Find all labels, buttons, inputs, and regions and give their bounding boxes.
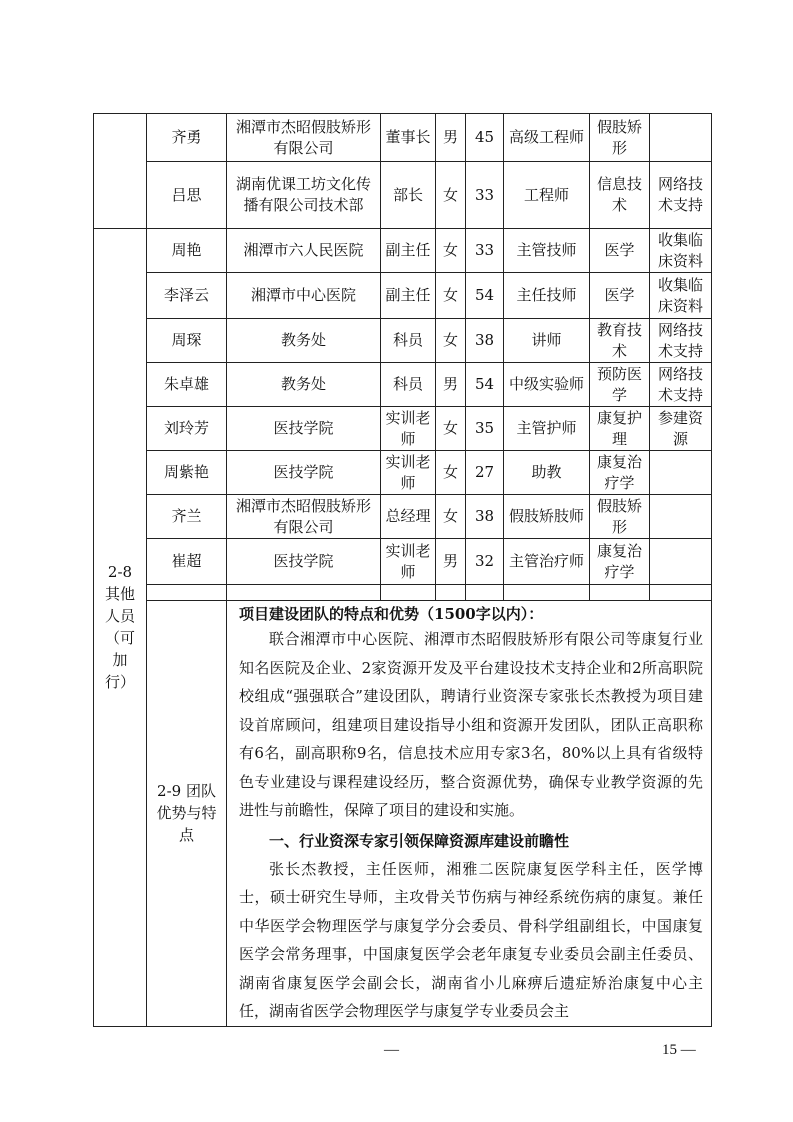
cell-unit: 医技学院: [227, 407, 381, 451]
cell-rank: 高级工程师: [504, 114, 590, 162]
cell-gender: 男: [436, 114, 466, 162]
cell-duty: [650, 539, 712, 585]
cell-gender: 女: [436, 451, 466, 495]
cell-age: 54: [466, 363, 504, 407]
table-row: [94, 407, 712, 451]
cell-unit: 医技学院: [227, 451, 381, 495]
cell-rank: 中级实验师: [504, 363, 590, 407]
cell-name: 周琛: [147, 319, 227, 363]
section-heading: 项目建设团队的特点和优势（1500字以内）：: [239, 605, 544, 623]
cell-specialty: 假肢矫形: [590, 114, 650, 162]
cell-specialty: 预防医学: [590, 363, 650, 407]
cell-rank: 假肢矫肢师: [504, 495, 590, 539]
cell-rank: 助教: [504, 451, 590, 495]
cell-specialty: 教育技术: [590, 319, 650, 363]
cell-age: 27: [466, 451, 504, 495]
table-row: [94, 162, 712, 229]
cell-unit: 湖南优课工坊文化传播有限公司技术部: [227, 162, 381, 229]
cell-title: 科员: [381, 363, 436, 407]
cell-name: 崔超: [147, 539, 227, 585]
cell-unit: 医技学院: [227, 539, 381, 585]
cell-gender: 男: [436, 539, 466, 585]
cell-duty: [650, 451, 712, 495]
cell-rank: 主任技师: [504, 273, 590, 319]
paragraph: 联合湘潭市中心医院、湘潭市杰昭假肢矫形有限公司等康复行业知名医院及企业、2家资源开发及平台建设技术支持企业和2所高职院校组成“强强联合”建设团队，聘请行业资深专家张长杰教授为项目建设首席顾问，组建项目建设指导小组和资源开发团队，团队正高职称有6名，副高职称9名，信息技术应用专家3名，80%以上具有省级特色专业建设与课程建设经历，整合资源优势，确保专业教学资源的先进性与前瞻性，保障了项目的建设和实施。: [239, 630, 703, 819]
cell-title: 总经理: [381, 495, 436, 539]
cell-rank: 工程师: [504, 162, 590, 229]
table-row: [94, 539, 712, 585]
table-row: [94, 363, 712, 407]
cell-gender: 女: [436, 162, 466, 229]
cell-gender: 女: [436, 495, 466, 539]
cell-rank: 主管技师: [504, 229, 590, 273]
cell-unit: 湘潭市杰昭假肢矫形有限公司: [227, 114, 381, 162]
cell-age: 32: [466, 539, 504, 585]
cell-unit: 教务处: [227, 363, 381, 407]
cell-title: 董事长: [381, 114, 436, 162]
cell-gender: 男: [436, 363, 466, 407]
table-row: [94, 114, 712, 162]
cell-duty: 收集临床资料: [650, 273, 712, 319]
cell-age: 33: [466, 162, 504, 229]
cell-title: 部长: [381, 162, 436, 229]
cell-duty: 网络技术支持: [650, 162, 712, 229]
cell-specialty: 医学: [590, 229, 650, 273]
cell-specialty: 医学: [590, 273, 650, 319]
cell-unit: 湘潭市中心医院: [227, 273, 381, 319]
cell-title: 副主任: [381, 229, 436, 273]
cell-age: 35: [466, 407, 504, 451]
paragraph: 张长杰教授，主任医师，湘雅二医院康复医学科主任，医学博士，硕士研究生导师，主攻骨关节伤病与神经系统伤病的康复。兼任中华医学会物理医学与康复学分会委员、骨科学组副组长，中国康复医学会常务理事，中国康复医学会老年康复专业委员会副主任委员、湖南省康复医学会副会长，湖南省小儿麻痹后遗症矫治康复中心主任，湖南省医学会物理医学与康复学专业委员会主: [239, 859, 703, 1020]
cell-gender: 女: [436, 229, 466, 273]
cell-age: 38: [466, 495, 504, 539]
cell-name: 李泽云: [147, 273, 227, 319]
section-cell-blank: [94, 114, 147, 229]
cell-duty: 网络技术支持: [650, 363, 712, 407]
section-2-9-label: 2-9 团队优势与特点: [147, 601, 227, 1027]
cell-name: 齐兰: [147, 495, 227, 539]
cell-name: 朱卓雄: [147, 363, 227, 407]
footer-dash: —: [384, 1042, 399, 1058]
table-row: [94, 229, 712, 273]
cell-name: 齐勇: [147, 114, 227, 162]
table-row: [94, 495, 712, 539]
cell-gender: 女: [436, 407, 466, 451]
page-number: 15 —: [662, 1042, 696, 1058]
cell-rank: 讲师: [504, 319, 590, 363]
cell-rank: 主管治疗师: [504, 539, 590, 585]
cell-name: 刘玲芳: [147, 407, 227, 451]
table-row: [94, 319, 712, 363]
cell-specialty: 康复治疗学: [590, 539, 650, 585]
cell-name: 周艳: [147, 229, 227, 273]
cell-specialty: 康复护理: [590, 407, 650, 451]
cell-gender: 女: [436, 319, 466, 363]
cell-rank: 主管护师: [504, 407, 590, 451]
table-row: [94, 601, 712, 1027]
section-2-8-label: 2-8 其他人员（可加行）: [94, 229, 147, 1027]
team-advantages-cell: [227, 601, 712, 1027]
cell-age: 45: [466, 114, 504, 162]
table-row: [94, 273, 712, 319]
cell-unit: 湘潭市杰昭假肢矫形有限公司: [227, 495, 381, 539]
cell-duty: 参建资源: [650, 407, 712, 451]
cell-unit: 教务处: [227, 319, 381, 363]
cell-duty: [650, 114, 712, 162]
staff-table: [93, 113, 712, 1027]
cell-name: 吕思: [147, 162, 227, 229]
cell-gender: 女: [436, 273, 466, 319]
cell-specialty: 康复治疗学: [590, 451, 650, 495]
subheading: 一、行业资深专家引领保障资源库建设前瞻性: [269, 831, 570, 850]
cell-title: 副主任: [381, 273, 436, 319]
cell-specialty: 信息技术: [590, 162, 650, 229]
cell-name: 周紫艳: [147, 451, 227, 495]
cell-title: 科员: [381, 319, 436, 363]
cell-specialty: 假肢矫形: [590, 495, 650, 539]
table-row-empty: [94, 585, 712, 601]
cell-unit: 湘潭市六人民医院: [227, 229, 381, 273]
cell-duty: 收集临床资料: [650, 229, 712, 273]
table-row: [94, 451, 712, 495]
cell-duty: 网络技术支持: [650, 319, 712, 363]
cell-age: 54: [466, 273, 504, 319]
cell-title: 实训老师: [381, 407, 436, 451]
cell-age: 33: [466, 229, 504, 273]
cell-duty: [650, 495, 712, 539]
cell-title: 实训老师: [381, 451, 436, 495]
cell-title: 实训老师: [381, 539, 436, 585]
cell-age: 38: [466, 319, 504, 363]
